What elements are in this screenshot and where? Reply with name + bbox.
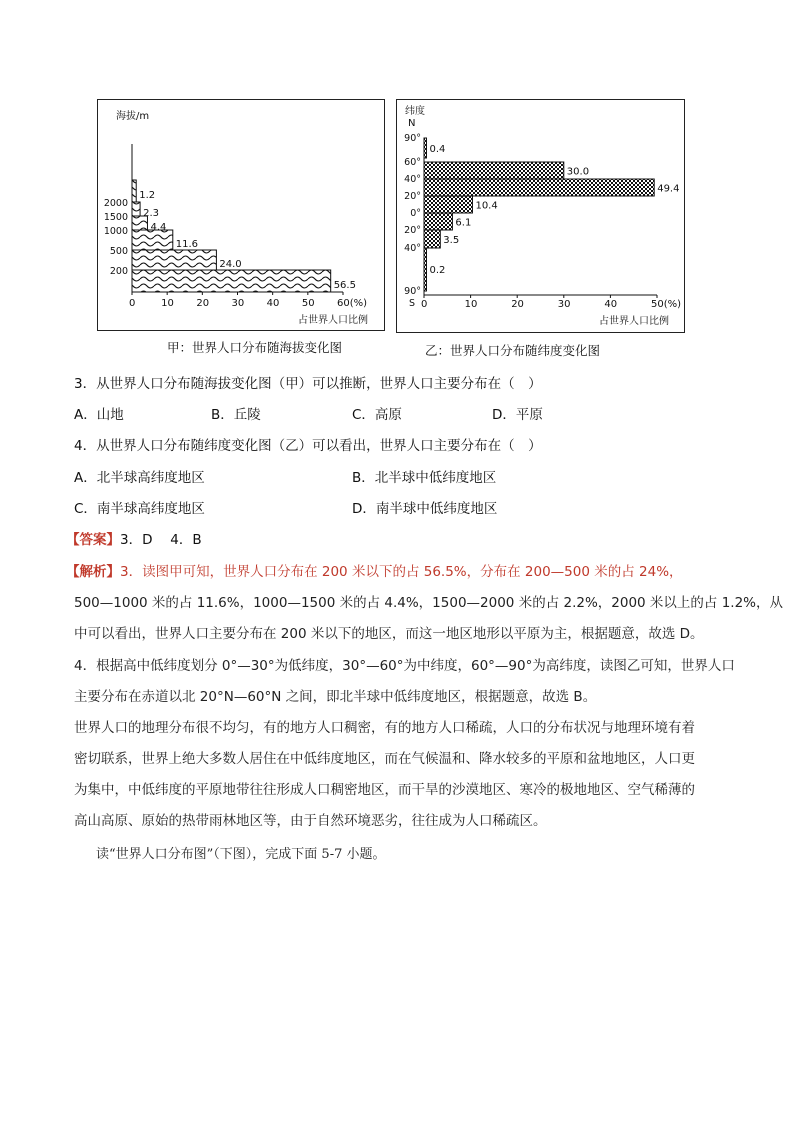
latitude-chart-svg — [397, 100, 684, 332]
x-tick-label: 20 — [511, 299, 524, 310]
analysis-line-5: 主要分布在赤道以北 20°N—60°N 之间，即北半球中低纬度地区，根据题意，故选 B。 — [74, 689, 597, 705]
bar-value-label: 4.4 — [150, 222, 167, 233]
bar-value-label: 49.4 — [657, 183, 680, 195]
y-tick-label: 90° — [404, 286, 421, 297]
latitude-bar — [424, 213, 452, 230]
bar-value-label: 56.5 — [333, 280, 356, 291]
y-tick-label: 0° — [410, 208, 421, 219]
q4-option-c: C．南半球高纬度地区 — [74, 501, 205, 517]
summary-line-2: 密切联系，世界上绝大多数人居住在中低纬度地区，而在气候温和、降水较多的平原和盆地地区，人口更 — [74, 751, 695, 767]
analysis-line-3: 中可以看出，世界人口主要分布在 200 米以下的地区，而这一地区地形以平原为主，根据题意，故选 D。 — [74, 626, 704, 642]
y-tick-label: 1500 — [103, 212, 128, 223]
bar-value-label: 24.0 — [219, 259, 242, 270]
bar-value-label: 1.2 — [139, 190, 156, 201]
x-tick-label: 30 — [557, 299, 571, 310]
latitude-bar — [424, 196, 472, 213]
q3-option-a: A．山地 — [74, 407, 124, 423]
q3-option-b: B．丘陵 — [211, 407, 261, 423]
q4-option-d: D．南半球中低纬度地区 — [352, 501, 498, 517]
question-4-stem: 4．从世界人口分布随纬度变化图（乙）可以看出，世界人口主要分布在（ ） — [74, 438, 542, 454]
x-tick-label: 60(%) — [337, 298, 368, 309]
x-tick-label: 30 — [231, 298, 245, 309]
x-tick-label: 0 — [129, 298, 136, 309]
y-tick-label: 200 — [109, 266, 128, 277]
y-tick-label: 40° — [404, 174, 421, 185]
x-tick-label: 40 — [266, 298, 280, 309]
y-tick-label: 40° — [404, 243, 421, 254]
y-tick-label: 20° — [404, 225, 421, 236]
altitude-chart-svg — [98, 100, 384, 330]
answer-line — [66, 528, 202, 548]
y-tick-label: 500 — [109, 246, 128, 257]
latitude-bar — [424, 179, 654, 196]
bar-value-label: 2.3 — [143, 208, 159, 219]
x-tick-label: 20 — [196, 298, 210, 309]
altitude-population-chart — [97, 99, 385, 331]
bar-value-label: 6.1 — [455, 217, 472, 229]
y-tick-label: 60° — [404, 157, 421, 168]
bar-value-label: 3.5 — [443, 235, 460, 246]
y-tick-label: 2000 — [103, 198, 128, 209]
q3-option-c: C．高原 — [352, 407, 402, 423]
x-axis-label: 占世界人口比例 — [298, 315, 368, 326]
figure-caption-jia: 甲：世界人口分布随海拔变化图 — [167, 340, 343, 355]
y-tick-label: 20° — [404, 191, 421, 202]
figure-caption-yi: 乙：世界人口分布随纬度变化图 — [425, 343, 601, 358]
summary-line-1: 世界人口的地理分布很不均匀，有的地方人口稠密，有的地方人口稀疏，人口的分布状况与地理环境有着 — [74, 720, 695, 736]
x-tick-label: 40 — [604, 299, 618, 310]
q4-option-a: A．北半球高纬度地区 — [74, 470, 205, 486]
next-section-intro: 读“世界人口分布图”（下图），完成下面 5-7 小题。 — [96, 847, 386, 862]
analysis-line-2: 500—1000 米的占 11.6%，1000—1500 米的占 4.4%，1500—2000 米的占 2.2%，2000 米以上的占 1.2%，从 — [74, 595, 784, 611]
y-tick-label: 90° — [404, 133, 421, 144]
question-3-stem: 3．从世界人口分布随海拔变化图（甲）可以推断，世界人口主要分布在（ ） — [74, 376, 542, 392]
bar-value-label: 0.2 — [429, 265, 446, 276]
y-axis-label: 海拔/m — [116, 111, 150, 122]
summary-line-4: 高山高原、原始的热带雨林地区等，由于自然环境恶劣，往往成为人口稀疏区。 — [74, 813, 547, 829]
altitude-bar — [132, 180, 136, 202]
x-tick-label: 10 — [464, 299, 478, 310]
x-tick-label: 50(%) — [651, 299, 682, 310]
y-tick-label: 1000 — [103, 226, 128, 237]
analysis-line-1: 【解析】3．读图甲可知，世界人口分布在 200 米以下的占 56.5%，分布在 200—500 米的占 24%， — [66, 564, 683, 580]
q4-option-b: B．北半球中低纬度地区 — [352, 470, 497, 486]
bar-value-label: 10.4 — [475, 200, 498, 212]
altitude-bar — [132, 202, 140, 216]
y-axis-bottom-letter: S — [409, 298, 416, 309]
latitude-population-chart — [396, 99, 685, 333]
x-tick-label: 50 — [301, 298, 315, 309]
analysis-line-4: 4．根据高中低纬度划分 0°—30°为低纬度，30°—60°为中纬度，60°—90°为高纬度，读图乙可知，世界人口 — [74, 658, 735, 674]
x-tick-label: 10 — [161, 298, 174, 309]
bar-value-label: 11.6 — [175, 239, 199, 250]
x-tick-label: 0 — [421, 299, 428, 310]
answer-text: 3．D 4．B — [120, 532, 202, 548]
latitude-bar — [424, 162, 564, 179]
answer-tag: 【答案】 — [66, 532, 120, 548]
y-axis-sublabel: N — [408, 118, 416, 129]
altitude-bar — [132, 270, 331, 292]
latitude-bar — [424, 230, 440, 248]
altitude-bar — [132, 250, 216, 270]
q3-option-d: D．平原 — [492, 407, 543, 423]
x-axis-label: 占世界人口比例 — [599, 316, 669, 327]
summary-line-3: 为集中，中低纬度的平原地带往往形成人口稠密地区，而干旱的沙漠地区、寒冷的极地地区、空气稀薄的 — [74, 782, 695, 798]
analysis-tag: 【解析】 — [66, 564, 120, 580]
altitude-bar — [132, 230, 173, 250]
bar-value-label: 30.0 — [566, 166, 590, 178]
bar-value-label: 0.4 — [429, 144, 446, 155]
y-axis-label: 纬度 — [405, 106, 425, 117]
